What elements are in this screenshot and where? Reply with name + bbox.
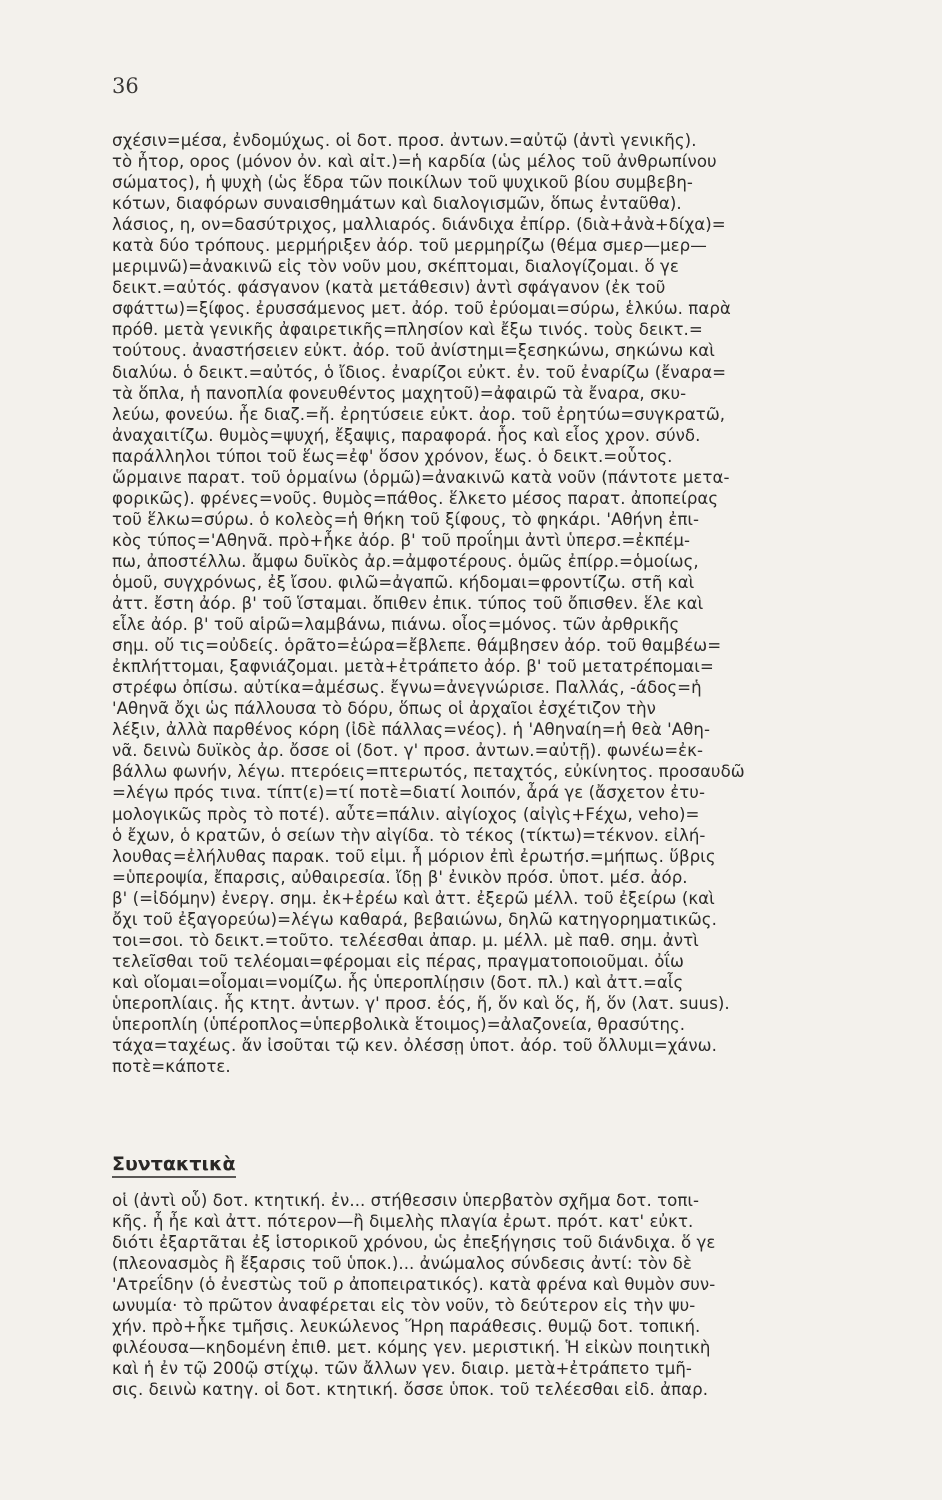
text-line: ωνυμία· τὸ πρῶτον ἀναφέρεται εἰς τὸν νοῦν, τὸ δεύτερον εἰς τὴν ψυ- (112, 1296, 696, 1316)
text-line: τάχα=ταχέως. ἄν ἰσοῦται τῷ κεν. ὀλέσσῃ ὑποτ. ἀόρ. τοῦ ὄλλυμι=χάνω. (112, 1036, 717, 1056)
text-line: λάσιος, η, ον=δασύτριχος, μαλλιαρός. διάνδιχα ἐπίρρ. (διὰ+ἀνὰ+δίχα)= (112, 215, 726, 235)
text-line: τελεῖσθαι τοῦ τελέομαι=φέρομαι εἰς πέρας, πραγματοποιοῦμαι. ὀΐω (112, 951, 685, 971)
text-line: σις. δεινὼ κατηγ. οἱ δοτ. κτητική. ὄσσε ὑποκ. τοῦ τελέεσθαι εἰδ. ἀπαρ. (112, 1380, 709, 1400)
text-line: τοι=σοι. τὸ δεικτ.=τοῦτο. τελέεσθαι ἀπαρ. μ. μέλλ. μὲ παθ. σημ. ἀντὶ (112, 930, 699, 950)
text-line: μεριμνῶ)=ἀνακινῶ εἰς τὸν νοῦν μου, σκέπτομαι, διαλογίζομαι. ὅ γε (112, 257, 679, 277)
text-line: καὶ οἴομαι=οἶομαι=νομίζω. ἧς ὑπεροπλίῃσιν (δοτ. πλ.) καὶ ἀττ.=αἷς (112, 972, 684, 992)
text-line: διότι ἐξαρτᾶται ἐξ ἱστορικοῦ χρόνου, ὡς ἐπεξήγησις τοῦ διάνδιχα. ὅ γε (112, 1233, 716, 1253)
text-line: κὸς τύπος='Αθηνᾶ. πρὸ+ἧκε ἀόρ. β' τοῦ προΐημι ἀντὶ ὑπερσ.=ἐκπέμ- (112, 530, 690, 550)
text-line: πω, ἀποστέλλω. ἄμφω δυϊκὸς ἀρ.=ἀμφοτέρους. ὁμῶς ἐπίρρ.=ὁμοίως, (112, 551, 699, 571)
text-line: σφάττω)=ξίφος. ἐρυσσάμενος μετ. ἀόρ. τοῦ ἐρύομαι=σύρω, ἑλκύω. παρὰ (112, 299, 731, 319)
text-line: σημ. οὔ τις=οὐδείς. ὁρᾶτο=ἑώρα=ἔβλεπε. θάμβησεν ἀόρ. τοῦ θαμβέω= (112, 636, 722, 656)
text-line: 'Ατρεΐδην (ὁ ἐνεστὼς τοῦ ρ ἀποπειρατικός). κατὰ φρένα καὶ θυμὸν συν- (112, 1275, 716, 1295)
text-line: τοῦ ἕλκω=σύρω. ὁ κολεὸς=ἡ θήκη τοῦ ξίφους, τὸ φηκάρι. 'Αθήνη ἐπι- (112, 509, 700, 529)
text-line: ὥρμαινε παρατ. τοῦ ὁρμαίνω (ὁρμῶ)=ἀνακινῶ κατὰ νοῦν (πάντοτε μετα- (112, 467, 730, 487)
text-line: 'Αθηνᾶ ὄχι ὡς πάλλουσα τὸ δόρυ, ὅπως οἱ ἀρχαῖοι ἐσχέτιζον τὴν (112, 699, 656, 719)
text-line: κῆς. ἦ ἦε καὶ ἀττ. πότερον—ἢ διμελὴς πλαγία ἐρωτ. πρότ. κατ' εὐκτ. (112, 1212, 694, 1232)
text-line: λεύω, φονεύω. ἦε διαζ.=ἤ. ἐρητύσειε εὐκτ. ἀορ. τοῦ ἐρητύω=συγκρατῶ, (112, 404, 726, 424)
text-line: εἷλε ἀόρ. β' τοῦ αἱρῶ=λαμβάνω, πιάνω. οἶος=μόνος. τῶν ἀρθρικῆς (112, 615, 680, 635)
text-line: (πλεονασμὸς ἢ ἔξαρσις τοῦ ὑποκ.)... ἀνώμαλος σύνδεσις ἀντί: τὸν δὲ (112, 1254, 692, 1274)
text-line: =ὑπεροψία, ἔπαρσις, αὐθαιρεσία. ἴδῃ β' ἐνικὸν πρόσ. ὑποτ. μέσ. ἀόρ. (112, 867, 688, 887)
text-line: =λέγω πρός τινα. τίπτ(ε)=τί ποτὲ=διατί λοιπόν, ἆρά γε (ἄσχετον ἐτυ- (112, 783, 705, 803)
commentary-text (112, 130, 920, 1077)
text-line: κότων, διαφόρων συναισθημάτων καὶ διαλογισμῶν, ὅπως ἐνταῦθα). (112, 194, 682, 214)
text-line: στρέφω ὀπίσω. αὐτίκα=ἀμέσως. ἔγνω=ἀνεγνώρισε. Παλλάς, -άδος=ἡ (112, 678, 702, 698)
text-line: οἱ (ἀντὶ οὗ) δοτ. κτητική. ἐν... στήθεσσιν ὑπερβατὸν σχῆμα δοτ. τοπι- (112, 1191, 700, 1210)
text-line: ὁ ἔχων, ὁ κρατῶν, ὁ σείων τὴν αἰγίδα. τὸ τέκος (τίκτω)=τέκνον. εἰλή- (112, 825, 706, 845)
text-line: β' (=ἰδόμην) ἐνεργ. σημ. ἐκ+ἐρέω καὶ ἀττ. ἐξερῶ μέλλ. τοῦ ἐξείρω (καὶ (112, 888, 715, 908)
text-line: τὰ ὅπλα, ἡ πανοπλία φονευθέντος μαχητοῦ)=ἀφαιρῶ τὰ ἔναρα, σκυ- (112, 383, 687, 403)
text-line: ἐκπλήττομαι, ξαφνιάζομαι. μετὰ+ἐτράπετο ἀόρ. β' τοῦ μετατρέπομαι= (112, 657, 714, 677)
text-line: λουθας=ἐλήλυθας παρακ. τοῦ εἰμι. ἦ μόριον ἐπὶ ἐρωτήσ.=μήπως. ὕβρις (112, 846, 716, 866)
text-line: σώματος), ἡ ψυχὴ (ὡς ἕδρα τῶν ποικίλων τοῦ ψυχικοῦ βίου συμβεβη- (112, 173, 693, 193)
text-line: καὶ ἡ ἐν τῷ 200ῷ στίχῳ. τῶν ἄλλων γεν. διαιρ. μετὰ+ἐτράπετο τμῆ- (112, 1359, 692, 1379)
text-line: ὄχι τοῦ ἐξαγορεύω)=λέγω καθαρά, βεβαιώνω, δηλῶ κατηγορηματικῶς. (112, 909, 717, 929)
text-line: μολογικῶς πρὸς τὸ ποτέ). αὖτε=πάλιν. αἰγίοχος (αἰγὶς+Fέχω, veho)= (112, 804, 700, 824)
text-line: δεικτ.=αὐτός. φάσγανον (κατὰ μετάθεσιν) ἀντὶ σφάγανον (ἐκ τοῦ (112, 278, 666, 298)
text-line: ὑπεροπλίαις. ἧς κτητ. ἀντων. γ' προσ. ἑός, ἥ, ὅν καὶ ὅς, ἥ, ὅν (λατ. suus). (112, 993, 730, 1013)
text-line: χήν. πρὸ+ἧκε τμῆσις. λευκώλενος Ἥρη παράθεσις. θυμῷ δοτ. τοπική. (112, 1317, 701, 1337)
syntax-notes-text (112, 1190, 920, 1400)
text-line: ὑπεροπλίη (ὑπέροπλος=ὑπερβολικὰ ἕτοιμος)=ἀλαζονεία, θρασύτης. (112, 1014, 686, 1034)
text-line: βάλλω φωνήν, λέγω. πτερόεις=πτερωτός, πεταχτός, εὐκίνητος. προσαυδῶ (112, 762, 745, 782)
text-line: ὁμοῦ, συγχρόνως, ἐξ ἴσου. φιλῶ=ἀγαπῶ. κήδομαι=φροντίζω. στῆ καὶ (112, 572, 695, 592)
text-line: λέξιν, ἀλλὰ παρθένος κόρη (ἰδὲ πάλλας=νέος). ἡ 'Αθηναίη=ἡ θεὰ 'Αθη- (112, 720, 710, 740)
text-line: ἀναχαιτίζω. θυμὸς=ψυχή, ἔξαψις, παραφορά. ἧος καὶ εἷος χρον. σύνδ. (112, 425, 701, 445)
page-number: 36 (112, 74, 139, 98)
text-line: νᾶ. δεινὼ δυϊκὸς ἀρ. ὄσσε οἱ (δοτ. γ' προσ. ἀντων.=αὐτῇ). φωνέω=ἐκ- (112, 741, 704, 761)
text-line: κατὰ δύο τρόπους. μερμήριξεν ἀόρ. τοῦ μερμηρίζω (θέμα σμερ—μερ— (112, 236, 707, 256)
text-line: πρόθ. μετὰ γενικῆς ἀφαιρετικῆς=πλησίον καὶ ἔξω τινός. τοὺς δεικτ.= (112, 320, 703, 340)
text-line: φιλέουσα—κηδομένη ἐπιθ. μετ. κόμης γεν. μεριστική. Ἡ εἰκὼν ποιητικὴ (112, 1338, 711, 1358)
section-heading: Συντακτικὰ (112, 1153, 236, 1178)
text-line: φορικῶς). φρένες=νοῦς. θυμὸς=πάθος. ἕλκετο μέσος παρατ. ἀποπείρας (112, 488, 719, 508)
text-line: διαλύω. ὁ δεικτ.=αὐτός, ὁ ἴδιος. ἐναρίζοι εὐκτ. ἐν. τοῦ ἐναρίζω (ἔναρα= (112, 362, 727, 382)
text-line: τὸ ἦτορ, ορος (μόνον ὀν. καὶ αἰτ.)=ἡ καρδία (ὡς μέλος τοῦ ἀνθρωπίνου (112, 152, 717, 172)
text-line: σχέσιν=μέσα, ἐνδομύχως. οἱ δοτ. προσ. ἀντων.=αὐτῷ (ἀντὶ γενικῆς). (112, 131, 697, 150)
text-line: ἀττ. ἔστη ἀόρ. β' τοῦ ἵσταμαι. ὄπιθεν ἐπικ. τύπος τοῦ ὄπισθεν. ἕλε καὶ (112, 594, 704, 614)
text-line: ποτὲ=κάποτε. (112, 1057, 231, 1077)
text-line: τούτους. ἀναστήσειεν εὐκτ. ἀόρ. τοῦ ἀνίστημι=ξεσηκώνω, σηκώνω καὶ (112, 341, 715, 361)
text-line: παράλληλοι τύποι τοῦ ἕως=ἐφ' ὅσον χρόνον, ἕως. ὁ δεικτ.=οὗτος. (112, 446, 673, 466)
